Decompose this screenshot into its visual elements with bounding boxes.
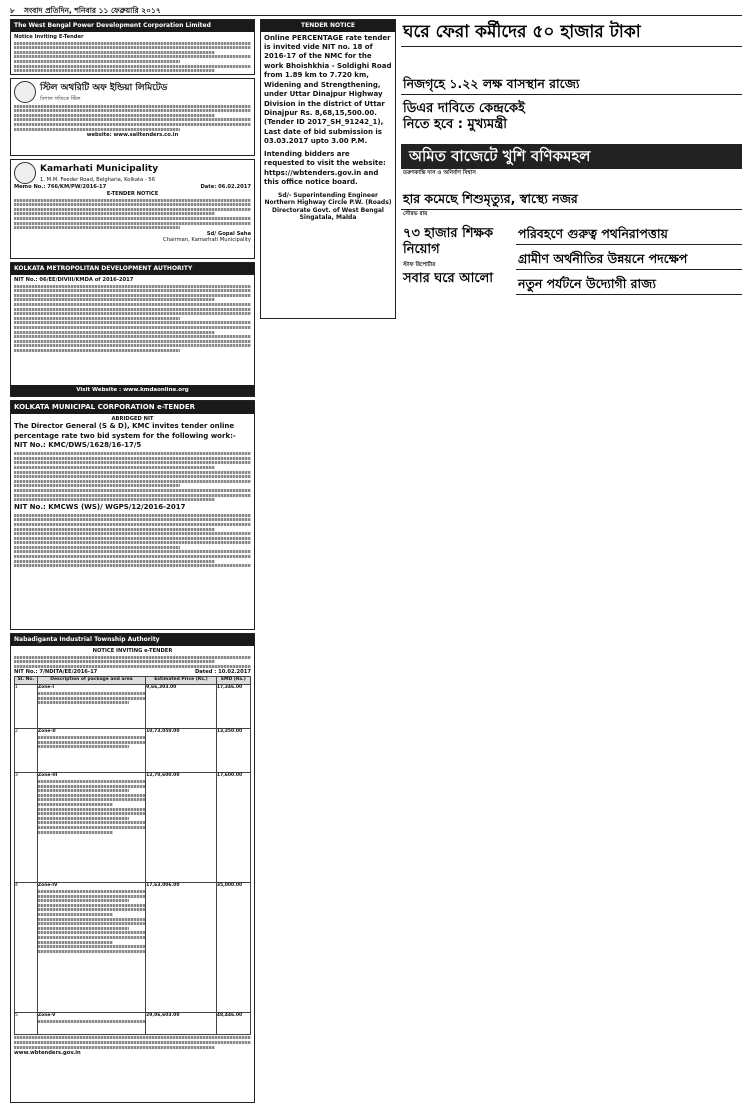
sail-title: স্টিল অথরিটি অফ ইন্ডিয়া লিমিটেড (40, 83, 168, 94)
nmc-tender-title: TENDER NOTICE (261, 20, 395, 32)
kamarhati-notice-type: E-TENDER NOTICE (106, 190, 159, 197)
teacher-headline: ৭৩ হাজার শিক্ষক নিয়োগ (403, 226, 494, 258)
table-row: 5 Zone-V 29,06,603.00 48,446.00 (15, 1012, 251, 1034)
kamarhati-logo-icon (14, 162, 36, 184)
col-desc: Description of package and area (37, 676, 145, 684)
teacher-byline: স্টাফ রিপোর্টার (403, 261, 436, 268)
rural-story (516, 249, 742, 269)
hooghly-column (330, 19, 396, 319)
lead-story (401, 19, 742, 69)
kmda-title: KOLKATA METROPOLITAN DEVELOPMENT AUTHORITY (11, 263, 254, 275)
amit-story (401, 144, 742, 184)
table-row: 4 Zone-IV 17,63,006.00 35,000.00 (15, 882, 251, 1012)
wbpdcl-title: The West Bengal Power Development Corporation Limited (11, 20, 254, 32)
column-classifieds-left (10, 19, 255, 1109)
dia-story (401, 99, 541, 139)
kamarhati-address: 1, M.M. Feeder Road, Belgharia, Kolkata - 56 (40, 177, 155, 184)
kmc-lead: The Director General (S & D), KMC invites tender online percentage rate two bid system for the following work:- (14, 422, 236, 440)
sail-logo-icon (14, 81, 36, 103)
wbpdcl-notice (10, 19, 255, 75)
nabadiganta-notice-type: NOTICE INVITING e-TENDER (92, 647, 173, 654)
col-price: Estimated Price (Rs.) (146, 676, 217, 684)
kamarhati-notice (10, 159, 255, 259)
tourism-story (516, 274, 742, 294)
masthead (10, 6, 742, 16)
kmc-etender (10, 400, 255, 630)
steel-authority-notice (10, 78, 255, 156)
kmda-nit: NIT No.: 06/EE/DIVIII/KMDA of 2016-2017 (14, 276, 134, 283)
sail-website: website: www.sailtenders.co.in (86, 132, 179, 139)
nabadiganta-url: www.wbtenders.gov.in (14, 1050, 81, 1057)
kamarhati-signer-role: Chairman, Kamarhati Municipality (163, 237, 251, 244)
kmc-nit-1: NIT No.: KMC/DWS/1628/16-17/5 (14, 441, 142, 450)
shishu-headline: হার কমেছে শিশুমৃত্যুর, স্বাস্থ্যে নজর (401, 189, 742, 210)
sabar-headline: সবার ঘরে আলো (403, 271, 494, 286)
col-emd: EMD (Rs.) (216, 676, 250, 684)
kamarhati-signer: Sd/ Gopal Saha (206, 230, 251, 237)
shishu-byline: সৌরভ রায় (403, 210, 428, 217)
newspaper-page (10, 6, 742, 1110)
kmc-abridged: ABRIDGED NIT (111, 415, 154, 422)
nabadiganta-notice (10, 633, 255, 1103)
nmc-tender-body-2: Intending bidders are requested to visit the website: https://wbtenders.gov.in and this office notice board. (264, 149, 386, 187)
kamarhati-title: Kamarhati Municipality (40, 164, 159, 174)
kamarhati-date: Date: 06.02.2017 (200, 184, 251, 190)
tourism-headline: নতুন পর্যটনে উদ্যোগী রাজ্য (516, 274, 742, 295)
nmc-tender-body: Online PERCENTAGE rate tender is invited vide NIT no. 18 of 2016-17 of the NMC for the work Bhoishkhia - Soldighi Road from 1.89 km to 7.720 km, Widening and Strengthening, under Uttar Dinajpur Highway Division in the district of Uttar Dinajpur Rs. 8,68,15,500.00. (Tender ID 2017_SH_91242_1), Last date of bid submission is 03.03.2017 upto 3.00 P.M. (264, 33, 392, 146)
shishu-story (401, 189, 742, 219)
column-news (401, 19, 742, 1109)
transport-story (516, 224, 742, 244)
amit-headline: অমিত বাজেটে খুশি বণিকমহল (401, 144, 742, 169)
nabadiganta-date: Dated : 10.02.2017 (194, 669, 251, 676)
sail-subtitle: বিশাল গতিকে স্টিল (40, 96, 81, 103)
kamarhati-memo: Memo No.: 766/KM/PW/2016-17 (14, 184, 107, 190)
kmc-title: KOLKATA MUNICIPAL CORPORATION e-TENDER (11, 401, 254, 414)
kmda-website: Visit Website : www.kmdaonline.org (11, 385, 254, 396)
col-sl: Sl. No. (15, 676, 38, 684)
amit-byline: তরুণকান্তি দাস ও অনির্বাণ বিশ্বাস (403, 169, 476, 176)
nabadiganta-title: Nabadiganta Industrial Township Authority (11, 634, 254, 646)
kmc-nit-2: NIT No.: KMCWS (WS)/ WGPS/12/2016-2017 (14, 502, 186, 511)
teacher-story (401, 224, 511, 268)
nijogriho-story (401, 74, 742, 94)
nabadiganta-table (14, 676, 251, 1035)
nabadiganta-nit: NIT No.: 7/NDITA/EE/2016-17 (14, 669, 98, 676)
sabar-story (401, 269, 511, 289)
paper-date-line: সংবাদ প্রতিদিন, শনিবার ১১ ফেব্রুয়ারি ২০১৭ (24, 6, 161, 15)
dia-headline: ডিএর দাবিতে কেন্দ্রকেই নিতে হবে : মুখ্যমন্ত্রী (403, 101, 525, 133)
transport-headline: পরিবহণে গুরুত্ব পথনিরাপত্তায় (516, 224, 742, 245)
kmda-notice (10, 262, 255, 397)
nijogriho-headline: নিজগৃহে ১.২২ লক্ষ বাসস্থান রাজ্যে (401, 74, 742, 95)
table-row: 1 Zone-I 9,66,303.00 17,346.00 (15, 684, 251, 728)
table-row: 3 Zone-III 12,70,600.00 17,600.00 (15, 772, 251, 882)
page-number: ৮ (10, 6, 15, 15)
lead-headline: ঘরে ফেরা কর্মীদের ৫০ হাজার টাকা (401, 19, 742, 47)
table-row: 2 Zone-II 10,73,050.00 13,350.00 (15, 728, 251, 772)
nmc-tender-sign: Sd/- Superintending Engineer Northern Highway Circle P.W. (Roads) Directorate Govt. of West Bengal Singatala, Malda (264, 191, 392, 221)
wbpdcl-sub: Notice Inviting E-Tender (14, 33, 84, 40)
rural-headline: গ্রামীণ অর্থনীতির উন্নয়নে পদক্ষেপ (516, 249, 742, 270)
